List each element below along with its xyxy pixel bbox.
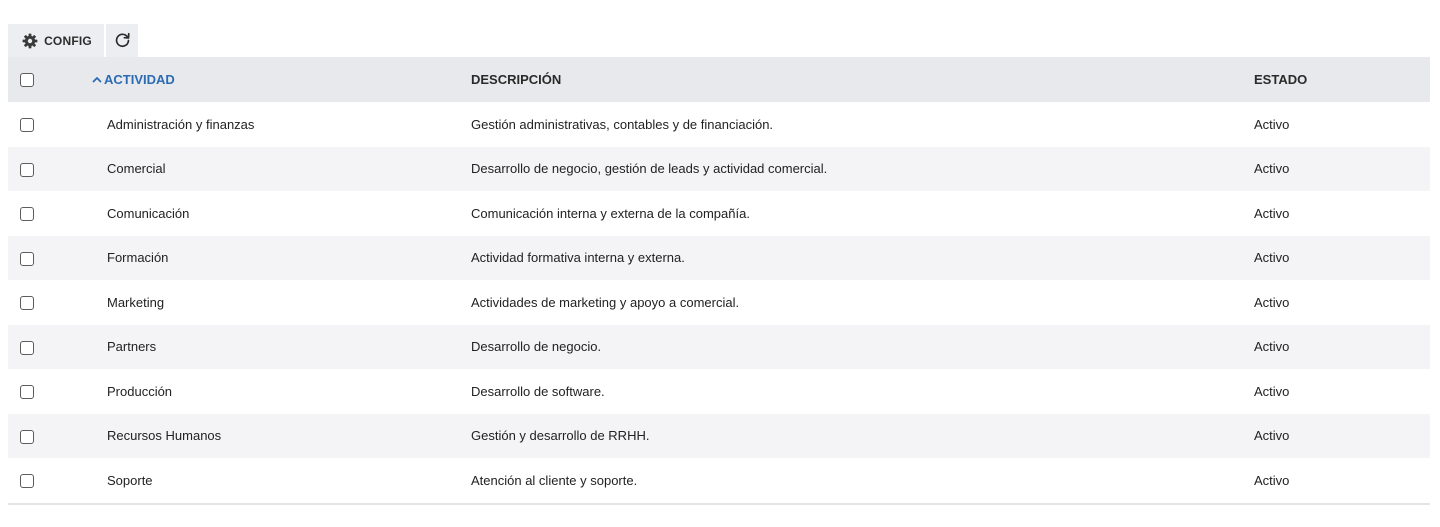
refresh-button[interactable] (106, 24, 138, 57)
table-row[interactable] (8, 414, 1430, 459)
cell-estado: Activo (1254, 205, 1290, 221)
cell-descripcion: Actividad formativa interna y externa. (471, 250, 685, 266)
row-select-cell (8, 191, 80, 236)
row-checkbox[interactable] (20, 341, 34, 355)
table-row[interactable] (8, 280, 1430, 325)
cell-descripcion: Actividades de marketing y apoyo a comercial. (471, 294, 740, 310)
cell-actividad: Marketing (107, 294, 165, 310)
row-select-cell (8, 325, 80, 370)
refresh-icon (114, 32, 131, 49)
toolbar (8, 24, 1430, 57)
row-checkbox[interactable] (20, 252, 34, 266)
cell-descripcion: Desarrollo de software. (471, 383, 605, 399)
header-select-cell (8, 57, 80, 102)
cell-descripcion: Gestión administrativas, contables y de financiación. (471, 116, 774, 132)
cell-actividad: Soporte (107, 472, 153, 488)
column-header-estado-label: ESTADO (1254, 72, 1308, 87)
cell-estado: Activo (1254, 161, 1290, 177)
cell-estado: Activo (1254, 472, 1290, 488)
cell-descripcion: Comunicación interna y externa de la compañía. (471, 205, 750, 221)
row-checkbox[interactable] (20, 207, 34, 221)
row-select-cell (8, 280, 80, 325)
cell-descripcion: Gestión y desarrollo de RRHH. (471, 428, 650, 444)
row-select-cell (8, 458, 80, 503)
cell-actividad: Formación (107, 250, 169, 266)
row-checkbox[interactable] (20, 385, 34, 399)
select-all-checkbox[interactable] (20, 73, 34, 87)
cell-estado: Activo (1254, 339, 1290, 355)
table-row[interactable] (8, 147, 1430, 192)
cell-estado: Activo (1254, 294, 1290, 310)
cell-descripcion: Desarrollo de negocio. (471, 339, 602, 355)
row-checkbox[interactable] (20, 296, 34, 310)
config-label: CONFIG (44, 33, 92, 48)
row-checkbox[interactable] (20, 118, 34, 132)
table-row[interactable] (8, 236, 1430, 281)
cell-actividad: Comunicación (107, 205, 190, 221)
config-button[interactable] (8, 24, 104, 57)
table-row[interactable] (8, 102, 1430, 147)
row-select-cell (8, 102, 80, 147)
cell-actividad: Recursos Humanos (107, 428, 222, 444)
chevron-up-icon (92, 76, 102, 83)
row-select-cell (8, 147, 80, 192)
cell-actividad: Administración y finanzas (107, 116, 255, 132)
column-header-actividad[interactable] (80, 57, 471, 102)
table-row[interactable] (8, 369, 1430, 414)
row-select-cell (8, 414, 80, 459)
column-header-actividad-label: ACTIVIDAD (104, 72, 175, 87)
row-checkbox[interactable] (20, 430, 34, 444)
table-row[interactable] (8, 191, 1430, 236)
table-row[interactable] (8, 458, 1430, 503)
row-select-cell (8, 236, 80, 281)
column-header-descripcion-label: DESCRIPCIÓN (471, 72, 562, 87)
table-header-row (8, 57, 1430, 102)
table-row[interactable] (8, 325, 1430, 370)
row-select-cell (8, 369, 80, 414)
cell-estado: Activo (1254, 250, 1290, 266)
row-checkbox[interactable] (20, 163, 34, 177)
cell-actividad: Producción (107, 383, 173, 399)
row-checkbox[interactable] (20, 474, 34, 488)
cell-estado: Activo (1254, 428, 1290, 444)
activities-panel (8, 24, 1430, 505)
cell-descripcion: Atención al cliente y soporte. (471, 472, 638, 488)
activities-table (8, 57, 1430, 503)
cell-estado: Activo (1254, 383, 1290, 399)
table-bottom-border (8, 503, 1430, 505)
column-header-descripcion[interactable] (471, 57, 1254, 102)
cell-descripcion: Desarrollo de negocio, gestión de leads y actividad comercial. (471, 161, 828, 177)
cell-actividad: Partners (107, 339, 157, 355)
gear-icon (22, 33, 38, 49)
cell-estado: Activo (1254, 116, 1290, 132)
column-header-estado[interactable] (1254, 57, 1430, 102)
cell-actividad: Comercial (107, 161, 166, 177)
